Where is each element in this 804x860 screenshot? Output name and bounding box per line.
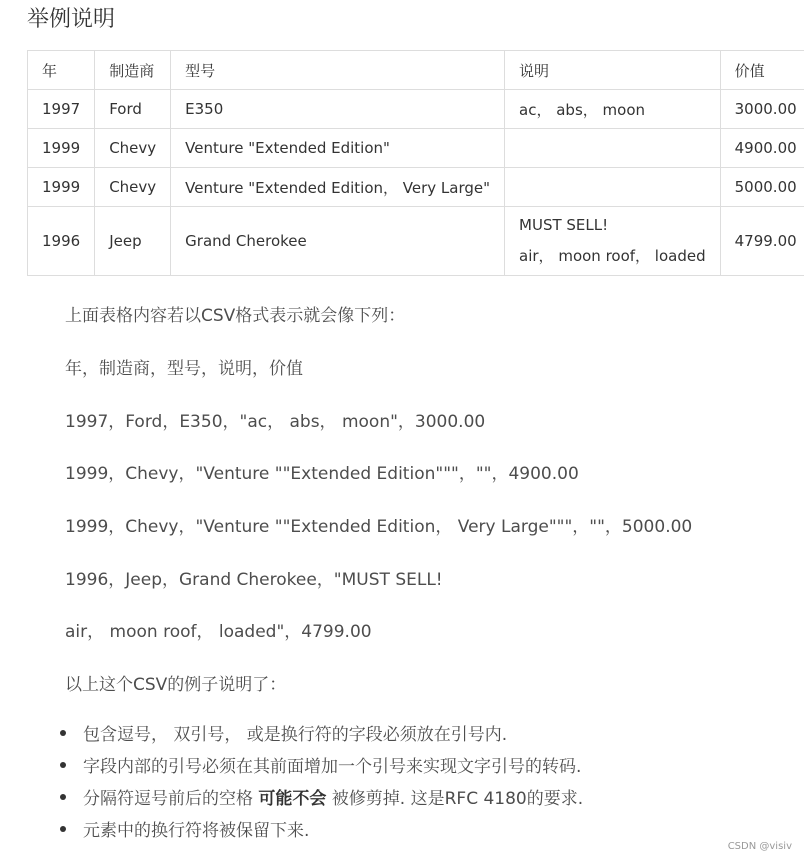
cell-make: Chevy bbox=[95, 168, 171, 207]
car-table bbox=[27, 50, 804, 276]
csv-line: 1999，Chevy，"Venture ""Extended Edition， Very Large"""，""，5000.00 bbox=[65, 517, 693, 537]
list-item bbox=[60, 751, 583, 783]
list-item-text: 包含逗号， 双引号， 或是换行符的字段必须放在引号内. bbox=[83, 725, 508, 745]
column-header-description: 说明 bbox=[505, 51, 721, 90]
csv-line: air， moon roof， loaded"，4799.00 bbox=[65, 622, 372, 642]
table-row bbox=[28, 168, 804, 207]
column-header-year: 年 bbox=[28, 51, 95, 90]
bullet-icon bbox=[60, 762, 66, 768]
list-item-text: 字段内部的引号必须在其前面增加一个引号来实现文字引号的转码. bbox=[83, 757, 582, 777]
list-item-text: 分隔符逗号前后的空格 bbox=[83, 789, 259, 809]
cell-model: Grand Cherokee bbox=[171, 207, 505, 276]
cell-make: Chevy bbox=[95, 129, 171, 168]
intro-paragraph: 上面表格内容若以CSV格式表示就会像下列： bbox=[65, 306, 406, 326]
table-row bbox=[28, 207, 804, 276]
cell-year: 1997 bbox=[28, 90, 95, 129]
cell-description bbox=[505, 168, 721, 207]
cell-model: Venture "Extended Edition" bbox=[171, 129, 505, 168]
cell-make: Ford bbox=[95, 90, 171, 129]
cell-year: 1999 bbox=[28, 129, 95, 168]
bullet-icon bbox=[60, 794, 66, 800]
list-item-text: 元素中的换行符将被保留下来. bbox=[83, 821, 310, 841]
cell-description: ac， abs， moon bbox=[505, 90, 721, 129]
table-header-row bbox=[28, 51, 804, 90]
column-header-make: 制造商 bbox=[95, 51, 171, 90]
cell-year: 1999 bbox=[28, 168, 95, 207]
list-item bbox=[60, 719, 583, 751]
bullet-icon bbox=[60, 826, 66, 832]
cell-description-line: MUST SELL! bbox=[519, 216, 609, 234]
table-row bbox=[28, 129, 804, 168]
cell-price: 3000.00 bbox=[720, 90, 804, 129]
cell-model: E350 bbox=[171, 90, 505, 129]
csv-line: 1997，Ford，E350，"ac， abs， moon"，3000.00 bbox=[65, 412, 486, 432]
table-row bbox=[28, 90, 804, 129]
watermark: CSDN @visiv bbox=[727, 841, 792, 852]
list-item-emphasis: 可能不会 bbox=[258, 789, 327, 809]
csv-header-line: 年，制造商，型号，说明，价值 bbox=[65, 359, 303, 379]
cell-price: 4900.00 bbox=[720, 129, 804, 168]
cell-description bbox=[505, 129, 721, 168]
cell-description bbox=[505, 207, 721, 276]
list-item bbox=[60, 783, 583, 815]
cell-year: 1996 bbox=[28, 207, 95, 276]
summary-paragraph: 以上这个CSV的例子说明了： bbox=[65, 675, 287, 695]
bullet-icon bbox=[60, 730, 66, 736]
notes-list bbox=[60, 719, 583, 847]
cell-price: 5000.00 bbox=[720, 168, 804, 207]
csv-line: 1999，Chevy，"Venture ""Extended Edition"""，""，4900.00 bbox=[65, 464, 579, 484]
column-header-price: 价值 bbox=[720, 51, 804, 90]
cell-price: 4799.00 bbox=[720, 207, 804, 276]
list-item-text: 被修剪掉. 这是RFC 4180的要求. bbox=[326, 789, 584, 809]
cell-model: Venture "Extended Edition， Very Large" bbox=[171, 168, 505, 207]
cell-make: Jeep bbox=[95, 207, 171, 276]
cell-description-line: air， moon roof， loaded bbox=[519, 247, 706, 265]
section-title: 举例说明 bbox=[27, 7, 116, 32]
csv-line: 1996，Jeep，Grand Cherokee，"MUST SELL! bbox=[65, 570, 443, 590]
column-header-model: 型号 bbox=[171, 51, 505, 90]
list-item bbox=[60, 815, 583, 847]
